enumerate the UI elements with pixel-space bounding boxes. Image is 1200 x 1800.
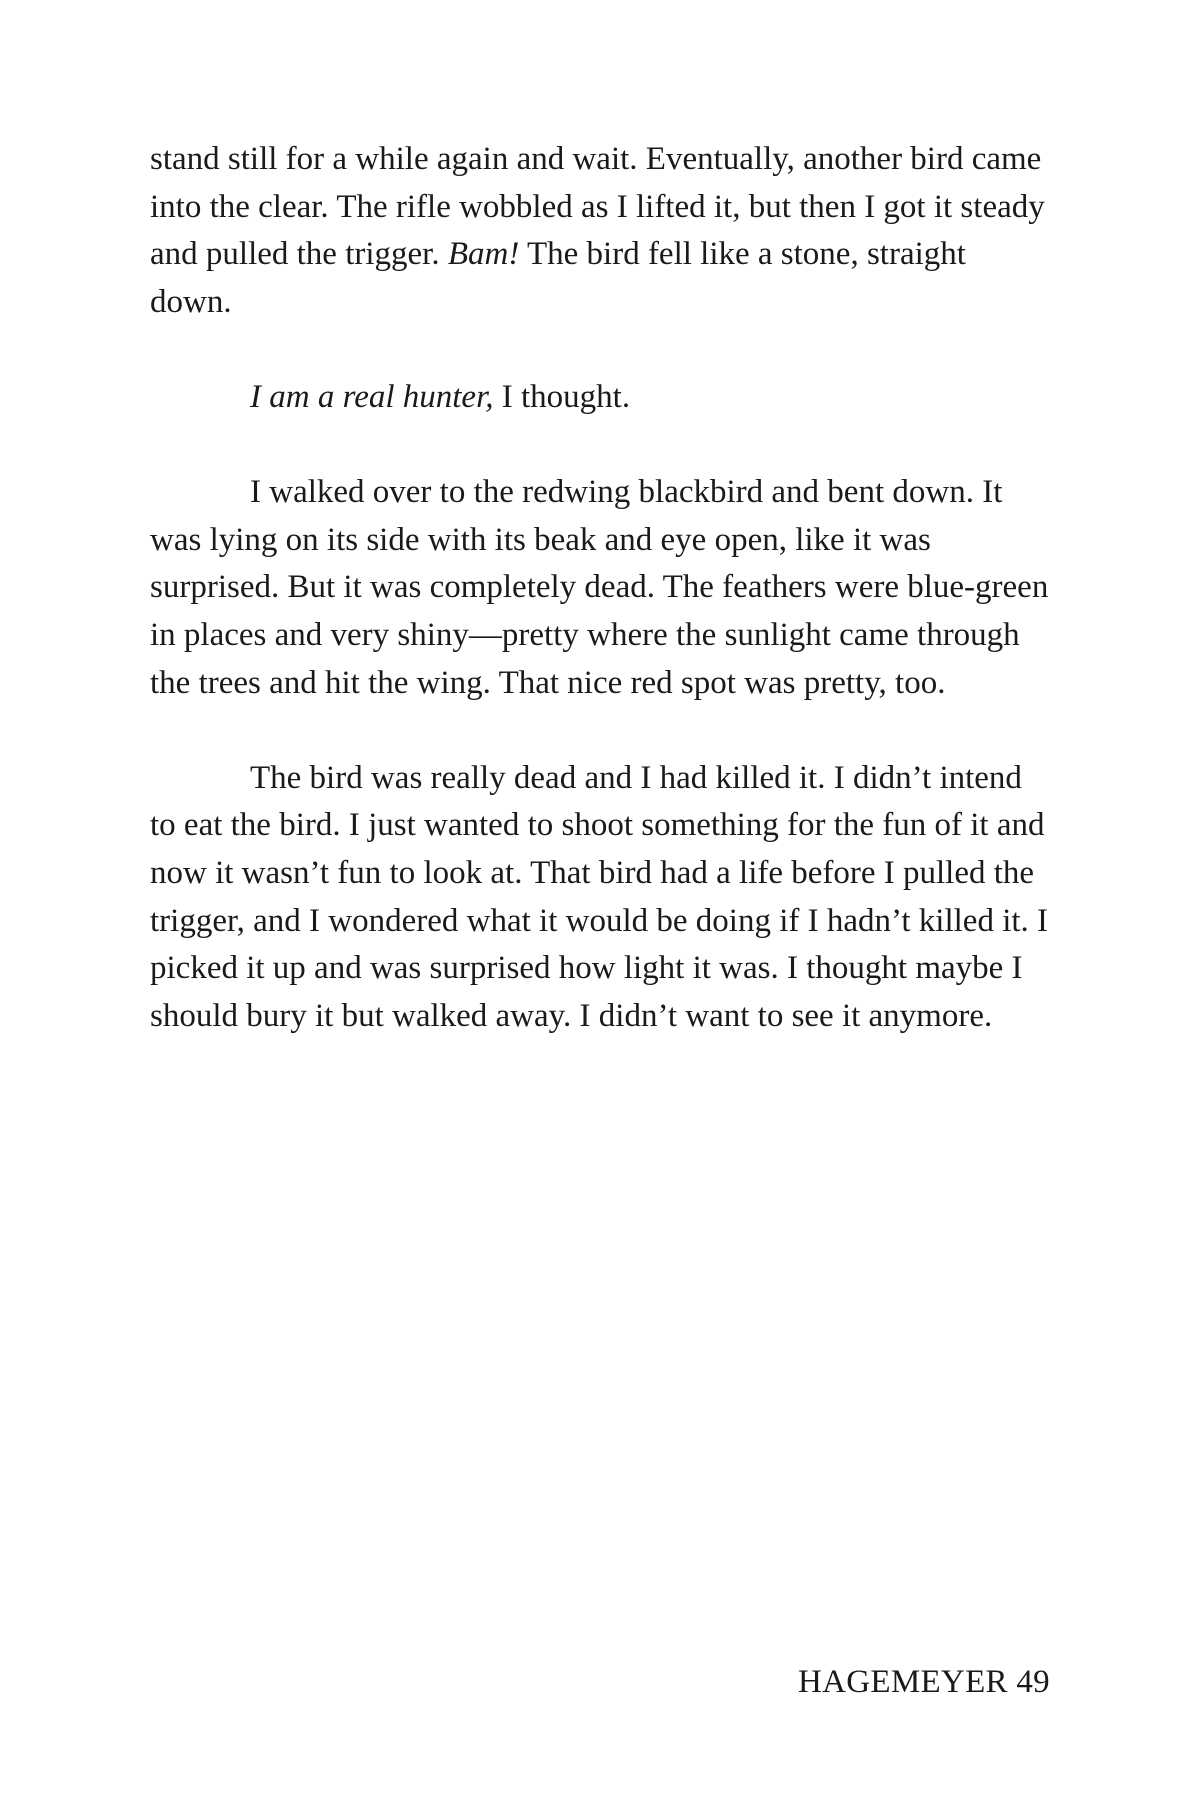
paragraph-3 — [150, 469, 1050, 707]
paragraph-1-run-1: stand still for a while again and wait. Eventually, another bird came into the clear. The rifle wobbled as I lifted it, but then I got it steady and pulled the trigger. — [150, 141, 1045, 273]
paragraph-4 — [150, 755, 1050, 1041]
paragraph-2-run-1: I am a real hunter, — [250, 378, 494, 415]
running-footer: HAGEMEYER 49 — [797, 1664, 1050, 1700]
paragraph-2-run-2: I thought. — [493, 378, 631, 415]
paragraph-4-run-1: The bird was really dead and I had killed it. I didn’t intend to eat the bird. I just wanted to shoot something for the fun of it and now it wasn’t fun to look at. That bird had a life before I pulled the trigger, and I wondered what it would be doing if I hadn’t killed it. I picked it up and was surprised how light it was. I thought maybe I should bury it but walked away. I didn’t want to see it anymore. — [150, 759, 1049, 1034]
paragraph-1 — [150, 136, 1050, 326]
paragraph-1-run-2: Bam! — [447, 236, 520, 273]
paragraph-3-run-1: I walked over to the redwing blackbird and bent down. It was lying on its side with its beak and eye open, like it was surprised. But it was completely dead. The feathers were blue-green in places and very shiny—pretty where the sunlight came through the trees and hit the wing. That nice red spot was pretty, too. — [150, 474, 1049, 701]
paragraph-1-run-3: The bird fell like a stone, straight down. — [150, 236, 966, 320]
body-text — [150, 136, 1050, 1088]
paragraph-2 — [150, 374, 1050, 422]
